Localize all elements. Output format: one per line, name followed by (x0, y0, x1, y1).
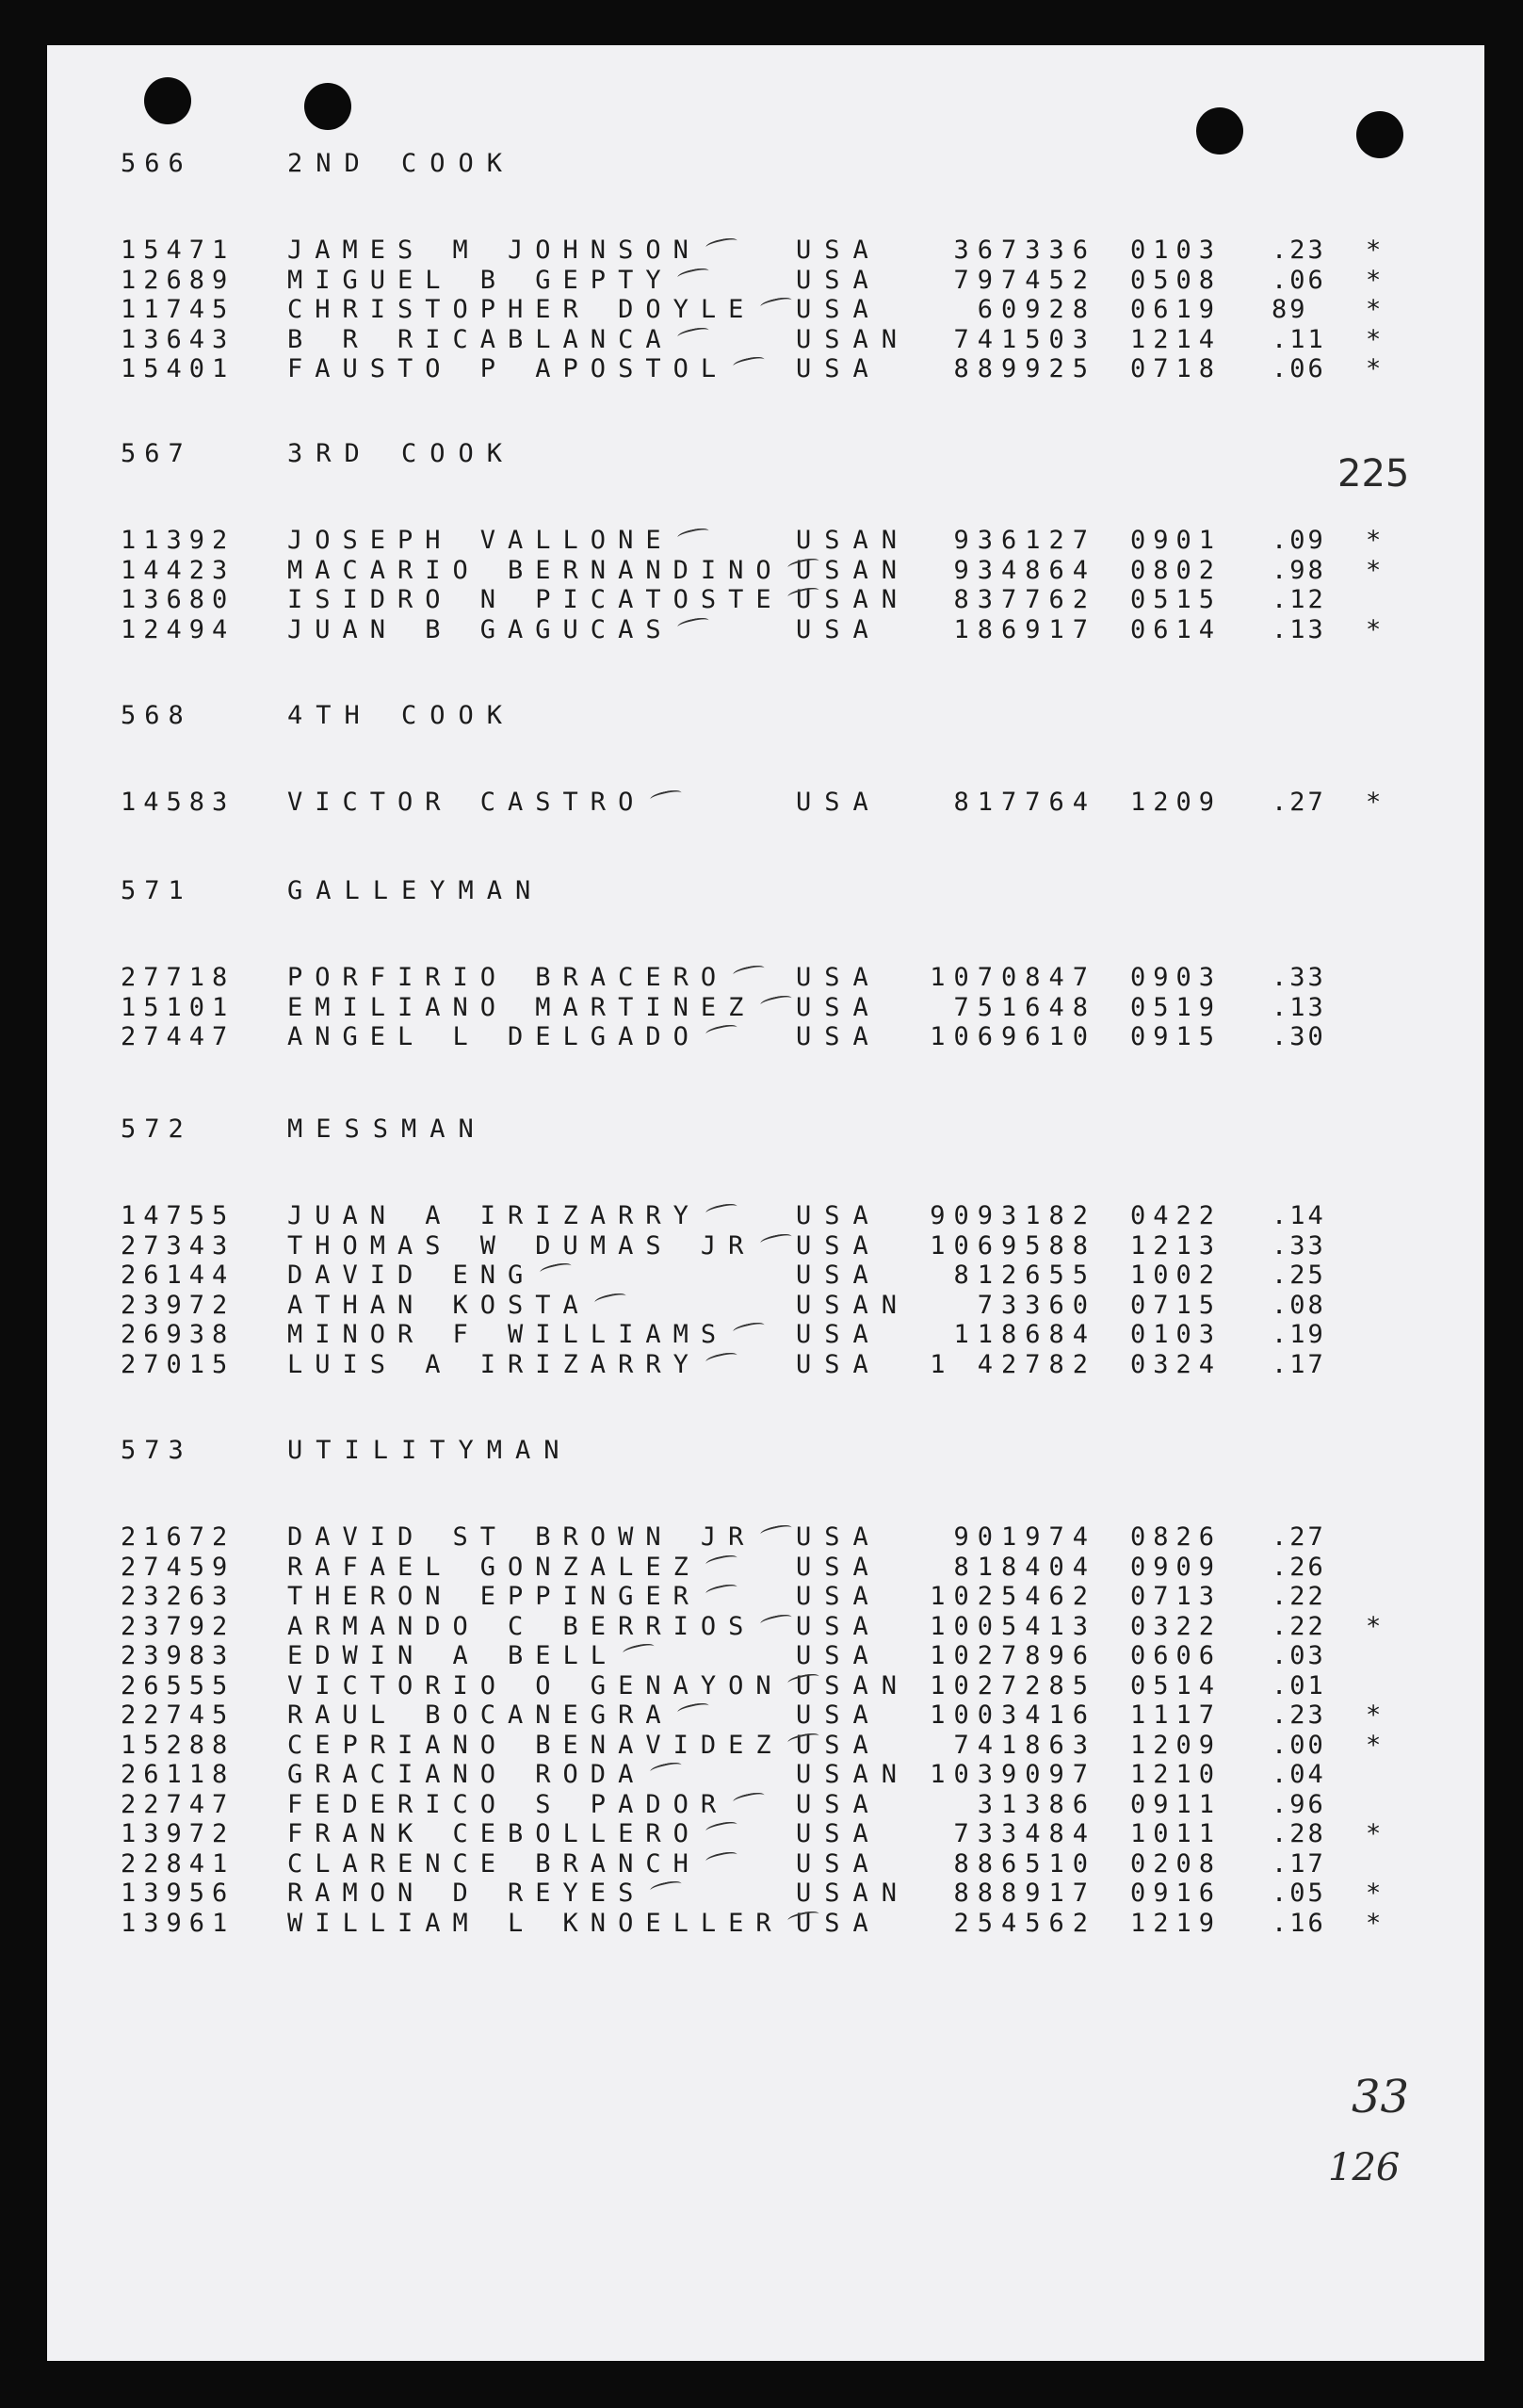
record-name: ISIDRO N PICATOSTE (287, 585, 784, 614)
record-id: 23263 (121, 1582, 235, 1611)
record-rate: .05 (1272, 1879, 1326, 1908)
record-id: 27343 (121, 1230, 235, 1261)
record-id: 26938 (121, 1320, 235, 1349)
record-rate: .00 (1272, 1730, 1326, 1760)
check-tick-mark (677, 615, 710, 631)
record-mark: * (1366, 354, 1382, 383)
record-date: 1209 (1130, 1730, 1223, 1760)
record-number: 1005413 (930, 1611, 1096, 1641)
record-rate: .06 (1272, 265, 1326, 295)
record-row (47, 1261, 1484, 1290)
record-row (47, 1291, 1484, 1320)
record-nationality: USA (796, 1022, 882, 1051)
record-date: 0826 (1130, 1522, 1223, 1552)
record-nationality: USA (796, 1641, 882, 1670)
record-row (47, 1522, 1484, 1552)
section-code: 572 (121, 1115, 192, 1144)
record-nationality: USAN (796, 585, 911, 614)
section-header (47, 1436, 1484, 1473)
check-tick-mark (732, 964, 765, 980)
record-date: 0324 (1130, 1349, 1223, 1379)
record-name: ARMANDO C BERRIOS (287, 1611, 756, 1641)
record-name: THOMAS W DUMAS JR (287, 1230, 756, 1261)
record-id: 15288 (121, 1730, 235, 1760)
record-rate: .12 (1272, 585, 1326, 614)
check-tick-mark (759, 993, 792, 1009)
check-tick-mark (705, 1350, 737, 1366)
record-number: 936127 (953, 526, 1096, 555)
record-rate: .26 (1272, 1552, 1326, 1582)
record-nationality: USA (796, 963, 882, 992)
record-number: 1069610 (930, 1022, 1096, 1051)
record-id: 22745 (121, 1700, 235, 1730)
record-nationality: USAN (796, 526, 911, 555)
record-rate: .23 (1272, 1700, 1326, 1730)
record-row (47, 993, 1484, 1022)
record-row (47, 788, 1484, 817)
check-tick-mark (677, 1701, 710, 1717)
record-name: JUAN B GAGUCAS (287, 614, 673, 644)
record-row (47, 1700, 1484, 1730)
record-rate: .33 (1272, 963, 1326, 992)
record-nationality: USA (796, 1320, 882, 1349)
record-row (47, 1350, 1484, 1379)
record-row (47, 1849, 1484, 1879)
record-row (47, 526, 1484, 555)
punch-hole (304, 83, 351, 130)
section-header (47, 1115, 1484, 1152)
check-tick-mark (677, 325, 710, 341)
record-row (47, 1879, 1484, 1908)
record-row (47, 236, 1484, 265)
section-header (47, 439, 1484, 477)
record-name: VICTORIO O GENAYON (287, 1670, 784, 1700)
section-code: 566 (121, 149, 192, 178)
record-id: 11745 (121, 295, 235, 324)
record-date: 0911 (1130, 1789, 1223, 1819)
record-rate: .06 (1272, 354, 1326, 383)
record-id: 21672 (121, 1522, 235, 1552)
record-rate: .17 (1272, 1848, 1326, 1879)
record-name: PORFIRIO BRACERO (287, 963, 729, 992)
record-date: 0515 (1130, 585, 1223, 614)
record-row (47, 1641, 1484, 1670)
record-row (47, 963, 1484, 992)
record-row (47, 295, 1484, 324)
record-row (47, 1760, 1484, 1789)
record-name: CHRISTOPHER DOYLE (287, 295, 756, 324)
record-mark: * (1366, 1908, 1382, 1938)
record-number: 888917 (953, 1879, 1096, 1908)
record-date: 0916 (1130, 1879, 1223, 1908)
record-rate: .30 (1272, 1022, 1326, 1051)
record-id: 26555 (121, 1670, 235, 1700)
check-tick-mark (594, 1291, 627, 1307)
record-date: 0715 (1130, 1290, 1223, 1320)
section-header (47, 876, 1484, 914)
record-id: 15401 (121, 354, 235, 383)
record-mark: * (1366, 614, 1382, 644)
check-tick-mark (759, 296, 792, 312)
record-id: 13961 (121, 1908, 235, 1938)
record-rate: .03 (1272, 1641, 1326, 1670)
record-name: MIGUEL B GEPTY (287, 265, 673, 295)
record-name: JAMES M JOHNSON (287, 236, 701, 265)
record-rate: .16 (1272, 1908, 1326, 1938)
record-name: FAUSTO P APOSTOL (287, 354, 729, 383)
check-tick-mark (649, 789, 682, 805)
check-tick-mark (705, 236, 737, 252)
section-header (47, 149, 1484, 187)
record-rate: .11 (1272, 324, 1326, 354)
record-nationality: USA (796, 1201, 882, 1230)
record-rate: .33 (1272, 1230, 1326, 1261)
check-tick-mark (759, 1612, 792, 1628)
record-name: ANGEL L DELGADO (287, 1022, 701, 1051)
record-row (47, 1819, 1484, 1848)
check-tick-mark (705, 1583, 737, 1599)
record-date: 0103 (1130, 236, 1223, 265)
record-number: 9093182 (930, 1201, 1096, 1230)
check-tick-mark (539, 1261, 572, 1277)
punch-hole (144, 77, 191, 124)
record-nationality: USA (796, 614, 882, 644)
record-mark: * (1366, 1611, 1382, 1641)
record-row (47, 585, 1484, 614)
record-name: LUIS A IRIZARRY (287, 1349, 701, 1379)
record-nationality: USA (796, 354, 882, 383)
record-row (47, 1909, 1484, 1938)
section-title: 3RD COOK (287, 439, 516, 468)
record-id: 23983 (121, 1641, 235, 1670)
record-date: 0915 (1130, 1022, 1223, 1051)
record-number: 60928 (977, 295, 1096, 324)
record-rate: .96 (1272, 1789, 1326, 1819)
record-name: MINOR F WILLIAMS (287, 1320, 729, 1349)
record-number: 812655 (953, 1261, 1096, 1290)
punch-hole (1196, 107, 1243, 155)
record-row (47, 1582, 1484, 1611)
record-rate: .98 (1272, 555, 1326, 585)
record-name: RAFAEL GONZALEZ (287, 1552, 701, 1582)
section-title: 2ND COOK (287, 149, 516, 178)
record-number: 118684 (953, 1320, 1096, 1349)
record-nationality: USA (796, 1552, 882, 1582)
check-tick-mark (732, 355, 765, 371)
record-nationality: USA (796, 1261, 882, 1290)
section-title: GALLEYMAN (287, 876, 544, 905)
document-page (47, 45, 1484, 2361)
record-name: MACARIO BERNANDINO (287, 555, 784, 585)
record-mark: * (1366, 1819, 1382, 1848)
section-code: 573 (121, 1436, 192, 1465)
record-number: 1 42782 (930, 1349, 1096, 1379)
record-date: 0619 (1130, 295, 1223, 324)
record-number: 367336 (953, 236, 1096, 265)
record-id: 15471 (121, 236, 235, 265)
record-id: 22747 (121, 1789, 235, 1819)
record-number: 886510 (953, 1848, 1096, 1879)
record-row (47, 1231, 1484, 1261)
record-name: JUAN A IRIZARRY (287, 1201, 701, 1230)
record-rate: .22 (1272, 1582, 1326, 1611)
record-number: 31386 (977, 1789, 1096, 1819)
section-code: 567 (121, 439, 192, 468)
check-tick-mark (732, 1321, 765, 1337)
record-mark: * (1366, 526, 1382, 555)
record-nationality: USAN (796, 1290, 911, 1320)
record-name: CLARENCE BRANCH (287, 1848, 701, 1879)
check-tick-mark (705, 1820, 737, 1836)
record-date: 1214 (1130, 324, 1223, 354)
record-rate: .14 (1272, 1201, 1326, 1230)
record-rate: .13 (1272, 992, 1326, 1022)
record-number: 797452 (953, 265, 1096, 295)
record-name: VICTOR CASTRO (287, 788, 646, 817)
record-id: 12494 (121, 614, 235, 644)
record-number: 1069588 (930, 1230, 1096, 1261)
section-title: UTILITYMAN (287, 1436, 573, 1465)
record-date: 0422 (1130, 1201, 1223, 1230)
record-row (47, 615, 1484, 644)
record-nationality: USA (796, 265, 882, 295)
record-rate: .17 (1272, 1349, 1326, 1379)
check-tick-mark (622, 1642, 655, 1658)
check-tick-mark (677, 527, 710, 543)
record-name: WILLIAM L KNOELLER (287, 1908, 784, 1938)
record-rate: .23 (1272, 236, 1326, 265)
record-name: EMILIANO MARTINEZ (287, 992, 756, 1022)
record-date: 1213 (1130, 1230, 1223, 1261)
record-number: 751648 (953, 992, 1096, 1022)
record-mark: * (1366, 1730, 1382, 1760)
record-name: JOSEPH VALLONE (287, 526, 673, 555)
record-id: 27015 (121, 1349, 235, 1379)
record-name: CEPRIANO BENAVIDEZ (287, 1730, 784, 1760)
record-name: GRACIANO RODA (287, 1760, 646, 1789)
record-name: RAUL BOCANEGRA (287, 1700, 673, 1730)
section-title: MESSMAN (287, 1115, 487, 1144)
record-number: 1025462 (930, 1582, 1096, 1611)
record-number: 741503 (953, 324, 1096, 354)
record-id: 12689 (121, 265, 235, 295)
record-date: 0903 (1130, 963, 1223, 992)
record-row (47, 1790, 1484, 1819)
record-number: 818404 (953, 1552, 1096, 1582)
record-date: 1209 (1130, 788, 1223, 817)
record-id: 15101 (121, 992, 235, 1022)
check-tick-mark (677, 266, 710, 282)
check-tick-mark (759, 1231, 792, 1247)
record-rate: .25 (1272, 1261, 1326, 1290)
record-date: 0802 (1130, 555, 1223, 585)
record-nationality: USAN (796, 1879, 911, 1908)
record-nationality: USA (796, 788, 882, 817)
record-date: 1219 (1130, 1908, 1223, 1938)
record-nationality: USAN (796, 555, 911, 585)
record-rate: .09 (1272, 526, 1326, 555)
record-date: 0514 (1130, 1670, 1223, 1700)
record-id: 13972 (121, 1819, 235, 1848)
record-nationality: USA (796, 1789, 882, 1819)
record-nationality: USA (796, 1582, 882, 1611)
record-number: 837762 (953, 585, 1096, 614)
record-number: 1070847 (930, 963, 1096, 992)
record-row (47, 1671, 1484, 1700)
record-nationality: USA (796, 1700, 882, 1730)
record-number: 733484 (953, 1819, 1096, 1848)
record-date: 0508 (1130, 265, 1223, 295)
record-nationality: USA (796, 1349, 882, 1379)
record-date: 1210 (1130, 1760, 1223, 1789)
record-row (47, 1553, 1484, 1582)
record-nationality: USAN (796, 324, 911, 354)
record-nationality: USAN (796, 1670, 911, 1700)
record-date: 1011 (1130, 1819, 1223, 1848)
stamp-number: 225 (1337, 452, 1410, 496)
record-nationality: USAN (796, 1760, 911, 1789)
record-nationality: USA (796, 1908, 882, 1938)
record-mark: * (1366, 236, 1382, 265)
record-id: 27718 (121, 963, 235, 992)
record-row (47, 1022, 1484, 1051)
record-date: 1002 (1130, 1261, 1223, 1290)
record-id: 22841 (121, 1848, 235, 1879)
record-date: 0614 (1130, 614, 1223, 644)
record-rate: .27 (1272, 788, 1326, 817)
record-name: RAMON D REYES (287, 1879, 646, 1908)
record-name: DAVID ST BROWN JR (287, 1522, 756, 1552)
record-row (47, 266, 1484, 295)
record-mark: * (1366, 265, 1382, 295)
record-name: FEDERICO S PADOR (287, 1789, 729, 1819)
check-tick-mark (732, 1790, 765, 1806)
check-tick-mark (649, 1761, 682, 1777)
record-mark: * (1366, 1700, 1382, 1730)
check-tick-mark (759, 1523, 792, 1539)
record-id: 26118 (121, 1760, 235, 1789)
record-id: 13643 (121, 324, 235, 354)
record-id: 27447 (121, 1022, 235, 1051)
record-date: 0909 (1130, 1552, 1223, 1582)
check-tick-mark (705, 1849, 737, 1865)
record-rate: .28 (1272, 1819, 1326, 1848)
record-nationality: USA (796, 1848, 882, 1879)
record-name: EDWIN A BELL (287, 1641, 619, 1670)
record-id: 13956 (121, 1879, 235, 1908)
record-number: 934864 (953, 555, 1096, 585)
record-rate: .08 (1272, 1290, 1326, 1320)
record-id: 13680 (121, 585, 235, 614)
record-number: 889925 (953, 354, 1096, 383)
record-number: 186917 (953, 614, 1096, 644)
record-date: 0103 (1130, 1320, 1223, 1349)
record-number: 901974 (953, 1522, 1096, 1552)
record-mark: * (1366, 324, 1382, 354)
record-row (47, 1320, 1484, 1349)
record-name: FRANK CEBOLLERO (287, 1819, 701, 1848)
section-code: 568 (121, 701, 192, 730)
record-number: 73360 (977, 1290, 1096, 1320)
record-nationality: USA (796, 1611, 882, 1641)
record-id: 26144 (121, 1261, 235, 1290)
record-number: 1027285 (930, 1670, 1096, 1700)
record-rate: .04 (1272, 1760, 1326, 1789)
record-id: 23792 (121, 1611, 235, 1641)
record-nationality: USA (796, 295, 882, 324)
record-id: 14583 (121, 788, 235, 817)
section-title: 4TH COOK (287, 701, 516, 730)
check-tick-mark (705, 1553, 737, 1569)
record-nationality: USA (796, 1819, 882, 1848)
record-id: 14755 (121, 1201, 235, 1230)
record-name: THERON EPPINGER (287, 1582, 701, 1611)
record-row (47, 1201, 1484, 1230)
record-number: 1027896 (930, 1641, 1096, 1670)
record-rate: .19 (1272, 1320, 1326, 1349)
record-id: 27459 (121, 1552, 235, 1582)
record-row (47, 325, 1484, 354)
record-rate: .01 (1272, 1670, 1326, 1700)
record-date: 1117 (1130, 1700, 1223, 1730)
check-tick-mark (705, 1202, 737, 1218)
record-name: ATHAN KOSTA (287, 1290, 591, 1320)
record-id: 11392 (121, 526, 235, 555)
record-id: 23972 (121, 1290, 235, 1320)
record-id: 14423 (121, 555, 235, 585)
record-number: 817764 (953, 788, 1096, 817)
section-code: 571 (121, 876, 192, 905)
record-row (47, 556, 1484, 585)
record-nationality: USA (796, 992, 882, 1022)
record-rate: .27 (1272, 1522, 1326, 1552)
record-name: DAVID ENG (287, 1261, 536, 1290)
section-header (47, 701, 1484, 739)
check-tick-mark (705, 1023, 737, 1039)
record-date: 0322 (1130, 1611, 1223, 1641)
record-number: 1039097 (930, 1760, 1096, 1789)
record-row (47, 1731, 1484, 1760)
record-rate: .22 (1272, 1611, 1326, 1641)
record-date: 0606 (1130, 1641, 1223, 1670)
handwritten-note: 33 (1352, 2071, 1410, 2123)
record-name: B R RICABLANCA (287, 324, 673, 354)
record-rate: .13 (1272, 614, 1326, 644)
record-date: 0208 (1130, 1848, 1223, 1879)
record-rate: 89 (1272, 295, 1308, 324)
record-nationality: USA (796, 1230, 882, 1261)
record-date: 0718 (1130, 354, 1223, 383)
record-row (47, 1612, 1484, 1641)
record-date: 0901 (1130, 526, 1223, 555)
record-nationality: USA (796, 1730, 882, 1760)
record-mark: * (1366, 1879, 1382, 1908)
record-nationality: USA (796, 1522, 882, 1552)
record-date: 0713 (1130, 1582, 1223, 1611)
record-number: 741863 (953, 1730, 1096, 1760)
record-nationality: USA (796, 236, 882, 265)
record-mark: * (1366, 295, 1382, 324)
record-mark: * (1366, 555, 1382, 585)
record-row (47, 354, 1484, 383)
check-tick-mark (649, 1879, 682, 1895)
record-number: 1003416 (930, 1700, 1096, 1730)
record-date: 0519 (1130, 992, 1223, 1022)
record-number: 254562 (953, 1908, 1096, 1938)
handwritten-note: 126 (1328, 2146, 1401, 2189)
record-mark: * (1366, 788, 1382, 817)
